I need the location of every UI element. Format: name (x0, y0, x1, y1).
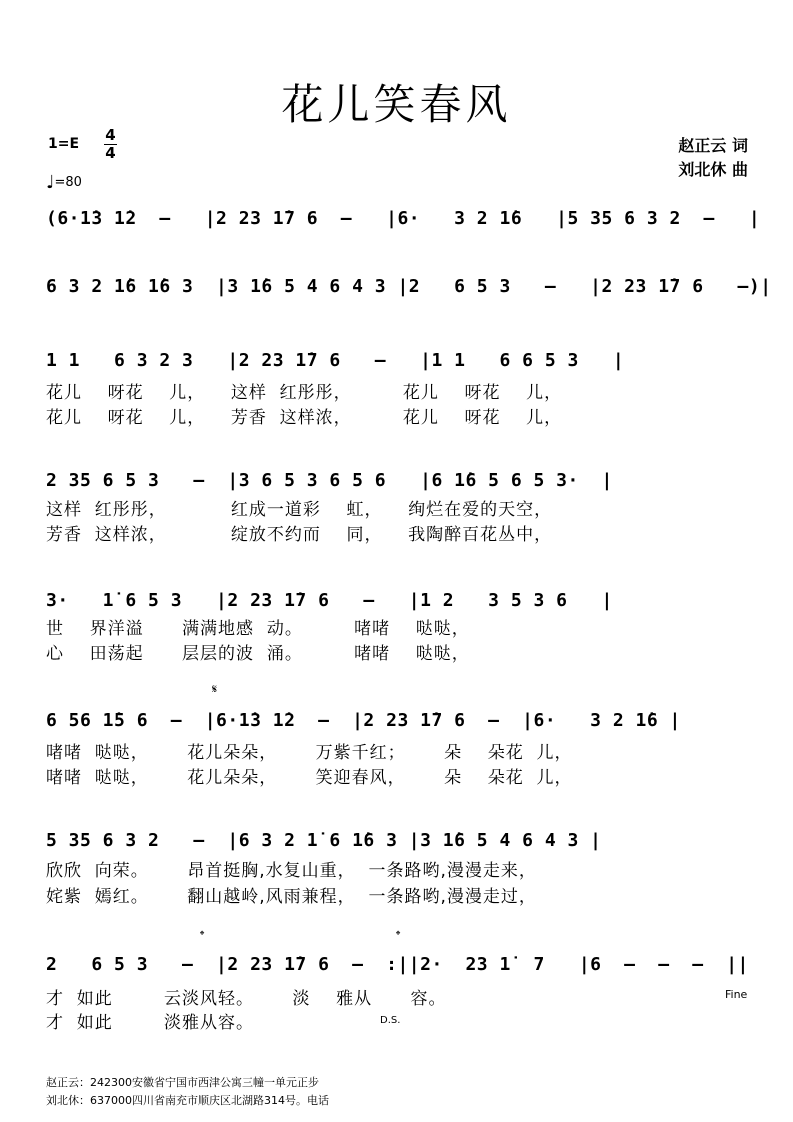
staff-row-2 (40, 268, 772, 308)
lyric-verse-1: 世 界洋溢 满满地感 动。 啫啫 哒哒， (46, 619, 470, 639)
lyric-verse-1: 欣欣 向荣。 昂首挺胸,水复山重， 一条路哟,漫漫走来， (46, 861, 537, 881)
key-signature: 1=E (48, 136, 80, 152)
notation-line: 6 3 2 1̇6 1̇6 3 |3 1̇6 5 4 6 4 3 |2 6 5 3 – |2 23 1̇7 6 –)| (46, 276, 772, 297)
lyric-verse-2: 花儿 呀花 儿， 芳香 这样浓， 花儿 呀花 儿， (46, 408, 563, 428)
staff-row-6 (40, 702, 755, 742)
notation-line: (6·1̇3 1̇2 – |2 23 1̇7 6 – |6· 3 2 1̇6 |5 35 6 3 2 – | (46, 208, 761, 229)
notation-line: 2 6 5 3 – |2 23 1̇7 6 – :||2· 23 1̇ 7 |6 – – – || (46, 954, 749, 975)
segno-icon: 𝄋 (212, 682, 218, 696)
notation-line: 5 35 6 3 2 – |6 3 2 1̇ 6 1̇6 3 |3 1̇6 5 4 6 4 3 | (46, 830, 602, 851)
lyricist: 赵正云 词 (678, 136, 748, 155)
footer-address-lyricist: 赵正云：242300安徽省宁国市西津公寓三幢一单元正步 (46, 1076, 319, 1089)
quarter-note-icon: ♩ (46, 172, 55, 193)
lyric-verse-2: 心 田荡起 层层的波 涌。 啫啫 哒哒， (46, 644, 470, 664)
time-bottom: 4 (105, 144, 116, 162)
coda-icon: 𝄌 (396, 928, 401, 942)
tempo-value: =80 (54, 175, 82, 190)
time-top: 4 (105, 126, 116, 144)
lyric-verse-2: 啫啫 哒哒， 花儿朵朵， 笑迎春风， 朵 朵花 儿， (46, 768, 573, 788)
lyric-verse-2: 芳香 这样浓， 绽放不约而 同， 我陶醉百花丛中， (46, 525, 553, 545)
staff-row-3 (40, 342, 755, 382)
lyric-verse-1: 花儿 呀花 儿， 这样 红彤彤， 花儿 呀花 儿， (46, 383, 563, 403)
song-title: 花儿笑春风 (281, 80, 512, 129)
coda-icon: 𝄌 (200, 928, 205, 942)
staff-row-8 (40, 946, 755, 986)
footer-address-composer: 刘北休：637000四川省南充市顺庆区北湖路314号。电话 (46, 1094, 329, 1107)
notation-line: 2 35 6 5 3 – |3 6 5 3 6 5 6 |6 1̇6 5 6 5 3· | (46, 470, 613, 491)
fine-marking: Fine (725, 988, 748, 1001)
lyric-verse-2: 姹紫 嫣红。 翻山越岭,风雨兼程， 一条路哟,漫漫走过， (46, 887, 537, 907)
staff-row-1 (40, 200, 761, 240)
time-signature (104, 128, 117, 161)
ds-marking: D.S. (380, 1015, 401, 1026)
lyric-verse-1: 才 如此 云淡风轻。 淡 雅从 容。 (46, 989, 447, 1009)
lyric-verse-1: 这样 红彤彤， 红成一道彩 虹， 绚烂在爱的天空， (46, 500, 553, 520)
tempo-marking (46, 172, 82, 193)
notation-line: 3· 1̇ 6 5 3 |2 23 1̇7 6 – |1 2 3 5 3 6 | (46, 590, 613, 611)
notation-line: 6 56 1̇5 6 – |6·1̇3 1̇2 – |2 23 1̇7 6 – |6· 3 2 1̇6 | (46, 710, 681, 731)
lyric-verse-2: 才 如此 淡雅从容。 (46, 1013, 255, 1033)
notation-line: 1 1 6 3 2 3 |2 23 1̇7 6 – |1 1 6 6 5 3 | (46, 350, 625, 371)
credits (678, 134, 748, 182)
composer: 刘北休 曲 (678, 160, 748, 179)
lyric-verse-1: 啫啫 哒哒， 花儿朵朵， 万紫千红； 朵 朵花 儿， (46, 743, 573, 763)
